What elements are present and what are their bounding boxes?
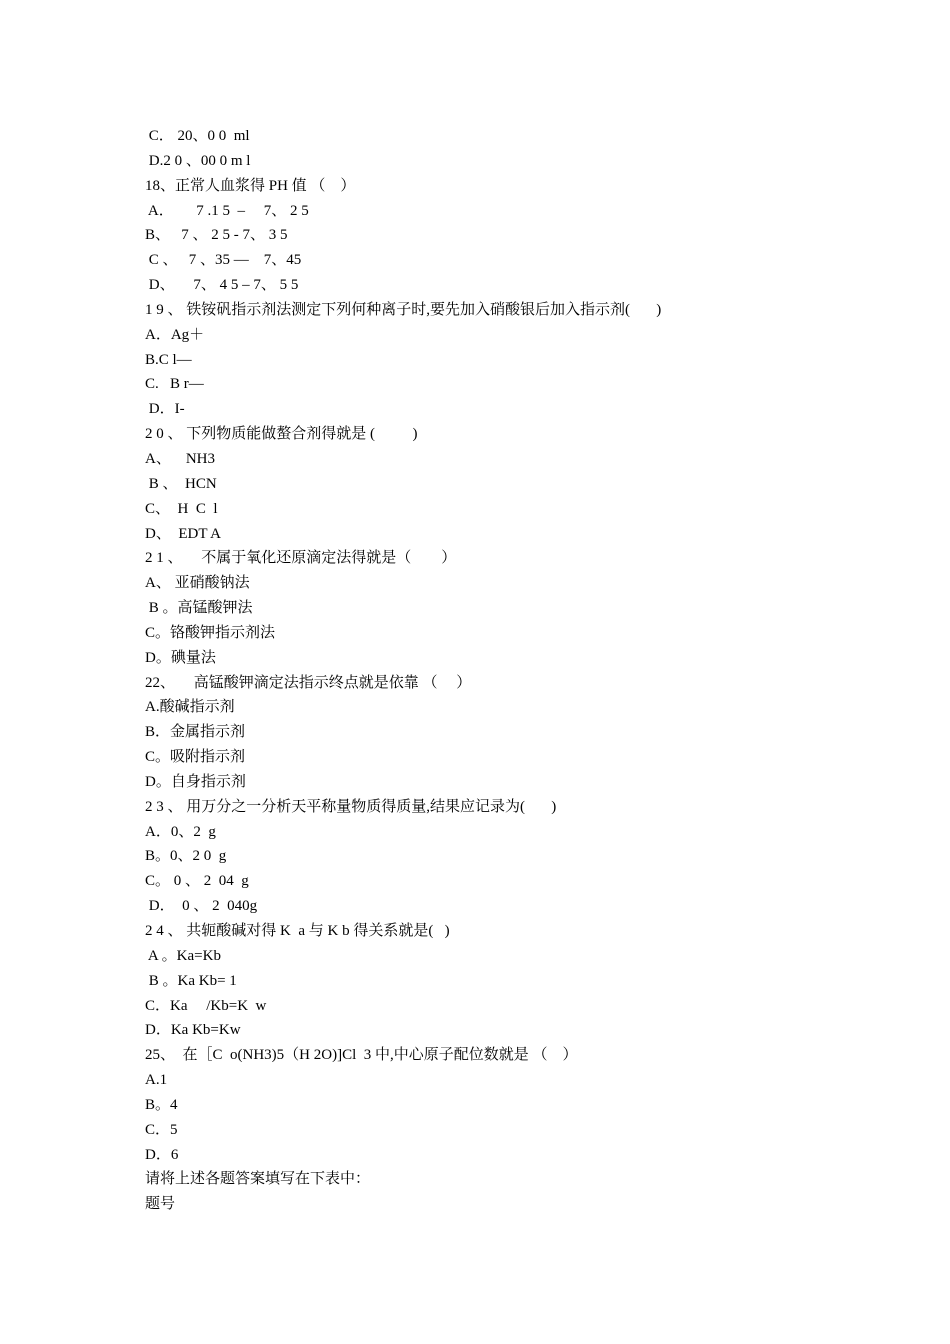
option-d-q25: D．6 — [145, 1146, 179, 1163]
option-a-q19: A．Ag＋ — [145, 326, 205, 343]
option-b-q19: B.C l— — [145, 351, 192, 368]
option-b-q22: B．金属指示剂 — [145, 724, 246, 741]
option-d-q23: D． 0 、 2 040g — [145, 898, 258, 915]
option-c-q22: C。吸附指示剂 — [145, 749, 246, 766]
option-c-q24: C．Ka /Kb=K w — [145, 997, 267, 1014]
option-a-q25: A.1 — [145, 1072, 168, 1089]
option-a-q18: A． 7 .1 5 – 7、 2 5 — [145, 202, 309, 219]
option-b-q18: B、 7 、 2 5 - 7、 3 5 — [145, 227, 288, 244]
document-body — [145, 124, 845, 1217]
question-25: 25、 在［C o(NH3)5（H 2O)]Cl 3 中,中心原子配位数就是 （ ） — [145, 1047, 578, 1064]
option-c-q21: C。铬酸钾指示剂法 — [145, 624, 276, 641]
option-d-q20: D、 EDT A — [145, 525, 221, 542]
option-c-q25: C．5 — [145, 1121, 178, 1138]
option-c-q23: C。 0 、 2 04 g — [145, 873, 249, 890]
option-a-q21: A、 亚硝酸钠法 — [145, 575, 250, 592]
question-24: 2 4 、 共轭酸碱对得 K a 与 K b 得关系就是( ) — [145, 923, 450, 939]
question-23: 2 3 、 用万分之一分析天平称量物质得质量,结果应记录为( ) — [145, 798, 557, 815]
option-d-q17: D.2 0 、00 0 m l — [145, 152, 251, 169]
option-b-q21: B 。高锰酸钾法 — [145, 600, 253, 617]
question-19: 1 9 、 铁铵矾指示剂法测定下列何种离子时,要先加入硝酸银后加入指示剂( ) — [145, 301, 662, 318]
question-21: 2 1 、 不属于氧化还原滴定法得就是（ ） — [145, 550, 457, 567]
question-22: 22、 高锰酸钾滴定法指示终点就是依靠 （ ） — [145, 674, 472, 691]
option-c-q19: C. B r— — [145, 376, 204, 393]
answer-instruction: 请将上述各题答案填写在下表中： — [145, 1171, 371, 1188]
option-a-q24: A 。Ka=Kb — [145, 947, 221, 964]
option-d-q22: D。自身指示剂 — [145, 773, 246, 790]
option-c-q17: C． 20、0 0 ml — [145, 128, 250, 144]
option-a-q23: A．0、2 g — [145, 823, 216, 840]
question-20: 2 0 、 下列物质能做螯合剂得就是 ( ) — [145, 426, 418, 443]
option-b-q20: B 、 HCN — [145, 475, 217, 492]
option-d-q24: D．Ka Kb=Kw — [145, 1022, 241, 1039]
question-18: 18、正常人血浆得 PH 值 （ ） — [145, 177, 356, 194]
option-d-q21: D。碘量法 — [145, 649, 216, 666]
option-c-q18: C 、 7 、35 — 7、45 — [145, 252, 302, 269]
option-d-q18: D、 7、 4 5 – 7、 5 5 — [145, 277, 299, 294]
option-d-q19: D．I- — [145, 401, 185, 418]
option-b-q24: B 。Ka Kb= 1 — [145, 972, 237, 989]
option-b-q25: B。4 — [145, 1096, 178, 1113]
answer-table-header: 题号 — [145, 1196, 176, 1213]
option-a-q22: A.酸碱指示剂 — [145, 699, 235, 716]
option-c-q20: C、 H C l — [145, 500, 218, 517]
option-a-q20: A、 NH3 — [145, 450, 215, 467]
option-b-q23: B。0、2 0 g — [145, 848, 227, 865]
